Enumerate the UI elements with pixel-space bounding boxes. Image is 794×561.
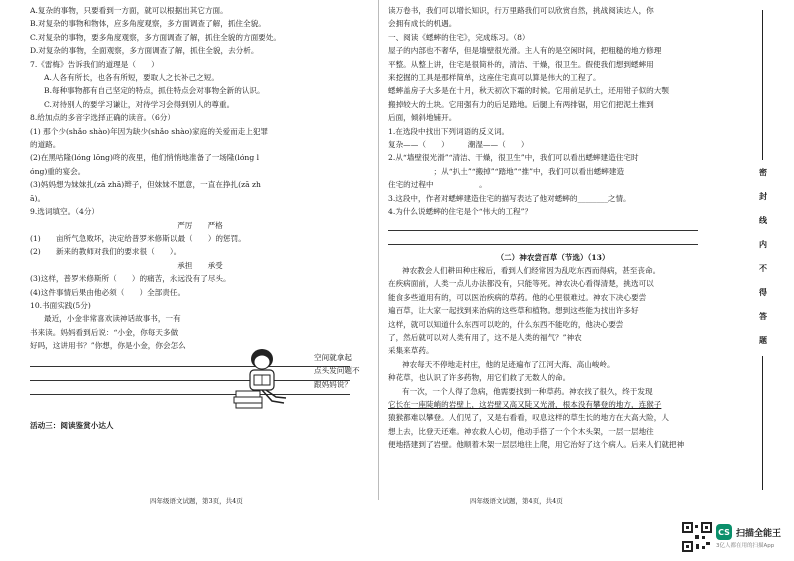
practice-line: 书来读。妈妈看到后说：“小金，你每天多做 xyxy=(30,327,179,337)
question-7: 7.《雷梅》告诉我们的道理是（ ） xyxy=(30,59,159,69)
practice-line: 最近，小金非常喜欢读神话故事书，一有 xyxy=(44,314,181,324)
binding-char: 答 xyxy=(759,311,767,321)
right-page xyxy=(388,4,718,452)
passage-line: 平整。从整上讲，住宅是很简朴的，清洁、干燥，很卫生。假使我们想到蟋蟀用 xyxy=(388,59,654,69)
option-c: C.对复杂的事物，要多角度观察，多方面调查了解，抓住全貌的方面要处。 xyxy=(30,32,281,42)
option-a: A.复杂的事物，只要看到一方面，就可以根据出其它方面。 xyxy=(30,6,228,15)
practice-text-block xyxy=(30,312,228,352)
answer-line[interactable] xyxy=(30,355,350,367)
section-2-line: 有一次，一个人得了急病，他需要找到一种草药。神农找了很久，终于发现 xyxy=(402,386,653,396)
passage-line: 搬掉较大的土块。它用强有力的后足踏地。后腿上有两排锯，用它们把泥土推到 xyxy=(388,99,654,109)
activity-three-heading: 活动三：阅读鉴赏小达人 xyxy=(30,420,114,430)
binding-char: 密 xyxy=(759,167,767,177)
binding-margin xyxy=(744,10,794,490)
option-7b: B.每种事物都有自己坚定的特点，抓住特点会对事物全新的认识。 xyxy=(44,86,265,96)
section-2-line: 遍百草，让大家一起找到来治病的这些草和植物。想到这些能为找出许多好 xyxy=(388,306,639,316)
passage-line: 蟋蟀盖房子大多是在十月，秋天初次下霜的时候。它用前足扒土，还用钳子似的大颚 xyxy=(388,86,669,96)
scanner-watermark xyxy=(716,524,781,540)
question-1-blanks: 复杂——（ ） 潮湿——（ ） xyxy=(388,140,529,150)
question-1: 1.在选段中找出下列词语的反义词。 xyxy=(388,126,510,136)
question-8-3: (3)妈妈想为妹妹扎(zā zhā)辫子，但妹妹不愿意，一直在挣扎(zā zh xyxy=(30,180,261,190)
practice-line: 好吗，这讲用书？”你想，你是小金，你会怎么 xyxy=(30,341,186,351)
option-b: B.对复杂的事物和物体，应多角度观察，多方面调查了解，抓住全貌。 xyxy=(30,19,266,29)
binding-line xyxy=(762,10,763,160)
section-2-line: 能食多些道用有的，可以医治疾病的草药。他的心里很难过。神农下决心要尝 xyxy=(388,292,647,302)
practice-side-line: 空间就拿起 xyxy=(314,353,352,362)
section-2-line: 种花草，也认识了许多药物，用它们救了无数人的命。 xyxy=(388,373,571,383)
section-2-line-underlined: 它长在一座陡峭的岩壁上，这岩壁又高又陡又光滑，根本没有攀登的地方，连猴子 xyxy=(388,399,662,409)
question-8-2-cont: óng)重的宴会。 xyxy=(30,166,86,176)
section-2-line: 神农每天不停地走村庄，他的足迹遍布了江河大海、高山峻岭。 xyxy=(402,359,615,369)
question-2-cont: ；从“扒土”“搬掉”“踏地”“推”中，我们可以看出蟋蟀建造 xyxy=(388,166,625,176)
binding-line xyxy=(762,356,763,490)
word-pair-2: 承担 承受 xyxy=(177,260,223,270)
answer-line[interactable] xyxy=(30,369,350,381)
intro-line: 读万卷书，我们可以增长知识，行万里路我们可以欣赏自然，挑战阅读达人，你 xyxy=(388,6,654,15)
passage-line: 后面，倾斜地铺开。 xyxy=(388,113,457,123)
section-2-line: 想上去，比登天还难。神农救人心切，他动手搭了一个个木头架，一层一层地往 xyxy=(388,426,654,436)
answer-lines xyxy=(30,355,350,395)
option-7c: C.对待别人的要学习谦让，对待学习会得到别人的尊重。 xyxy=(44,99,235,109)
binding-char: 得 xyxy=(759,287,767,297)
question-10: 10.书面实践(5分) xyxy=(30,300,91,310)
section-2-line: 在疾病面前，人类一点儿办法都没有，只能等死。神农决心看得清楚，挑选可以 xyxy=(388,279,654,289)
practice-side-line: 点头发问题不 xyxy=(314,366,360,376)
question-8: 8.给加点的多音字选择正确的读音。（6分） xyxy=(30,113,175,123)
answer-line[interactable] xyxy=(388,233,698,245)
scanner-name: 扫描全能王 xyxy=(736,528,782,539)
section-2-line: 这样，就可以知道什么东西可以吃的，什么东西不能吃的，他决心要尝 xyxy=(388,319,624,329)
answer-line[interactable] xyxy=(30,383,350,395)
question-8-1: (1) 那个少(shǎo shào)年因为缺少(shǎo shào)家庭的关爱而走上犯罪 xyxy=(30,126,269,136)
question-2-cont: 住宅的过程中 。 xyxy=(388,180,487,190)
option-d: D.对复杂的事物，全面观察，多方面调查了解，抓住全貌，去分析。 xyxy=(30,46,259,56)
binding-char: 封 xyxy=(759,191,767,201)
passage-line: 来挖掘的工具是那样简单，这座住宅真可以算是伟大的工程了。 xyxy=(388,73,601,83)
answer-line[interactable] xyxy=(388,219,698,231)
intro-line: 会拥有成长的机遇。 xyxy=(388,19,457,29)
question-3: 3.这段中，作者对蟋蟀建造住宅的描写表达了他对蟋蟀的________之情。 xyxy=(388,193,631,203)
binding-char: 题 xyxy=(759,335,767,345)
question-4: 4.为什么说蟋蟀的住宅是个“伟大的工程”？ xyxy=(388,207,533,217)
question-8-3-cont: ā)。 xyxy=(30,193,46,203)
section-2-line: 神农教会人们耕田种庄稼后，看到人们经常因为乱吃东西而得病，甚至丧命。 xyxy=(402,265,661,275)
word-pair-1: 严厉 严格 xyxy=(177,220,223,230)
question-9: 9.选词填空。（4分） xyxy=(30,207,100,217)
right-footer: 四年级语文试题，第4页，共4页 xyxy=(470,497,563,505)
fill-9-3: (3)这样，普罗米修斯所（ ）的痛苦，永远没有了尽头。 xyxy=(30,274,231,284)
fill-9-4: (4)这件事情后果由他必须（ ）全部责任。 xyxy=(30,287,186,297)
question-2: 2.从“墙壁很光滑”“清洁、干燥，很卫生”中，我们可以看出蟋蟀建造住宅时 xyxy=(388,153,639,163)
practice-side-line: 跟妈妈说？ xyxy=(314,379,352,389)
question-8-2: (2)在黑咕隆(lóng lōng)咚的夜里，他们悄悄地准备了一场隆(lóng l xyxy=(30,153,260,163)
scanner-logo-icon: CS xyxy=(716,524,732,540)
binding-char: 不 xyxy=(759,263,767,273)
passage-line: 屋子的内部也不奢华，但是墙壁很光滑。主人有的是空闲时间，把粗糙的地方修理 xyxy=(388,46,662,56)
left-footer: 四年级语文试题，第3页，共4页 xyxy=(150,497,243,505)
qr-code-icon xyxy=(682,522,712,552)
scanner-tagline: 3亿人都在用的扫描App xyxy=(716,543,775,549)
section-2-line: 猿猴都难以攀登。人们见了，又是右看看，叹息这样的草生长的地方在大高大险，人 xyxy=(388,413,669,423)
section-2-line: 采集来草药。 xyxy=(388,346,434,356)
practice-side-text xyxy=(314,351,374,391)
binding-text xyxy=(754,160,772,352)
section-2-line: 便地搭建到了岩壁。他顺着木架一层层地往上爬，用它治好了这个病人。后来人们就把神 xyxy=(388,440,685,450)
section-2-title: （二）神农尝百草（节选）（13） xyxy=(496,252,610,262)
question-8-1-cont: 的道路。 xyxy=(30,140,61,150)
fill-9-1: (1) 亩所气急败坏，决定给普罗米修斯以最（ ）的惩罚。 xyxy=(30,233,246,243)
section-1-title: 一、阅读《蟋蟀的住宅》，完成练习。（8） xyxy=(388,32,530,42)
binding-char: 内 xyxy=(759,239,767,249)
binding-char: 线 xyxy=(759,215,767,225)
left-page xyxy=(30,4,370,432)
option-7a: A.人各有所长，也各有所短，要取人之长补己之短。 xyxy=(44,73,219,83)
student-reading-illustration xyxy=(232,345,292,410)
fill-9-2: (2) 新来的教师对我们的要求很（ ）。 xyxy=(30,247,182,257)
page-divider xyxy=(378,0,379,500)
section-2-line: 了，然后就可以对人类有用了，这不是人类的福气？”神农 xyxy=(388,332,582,342)
